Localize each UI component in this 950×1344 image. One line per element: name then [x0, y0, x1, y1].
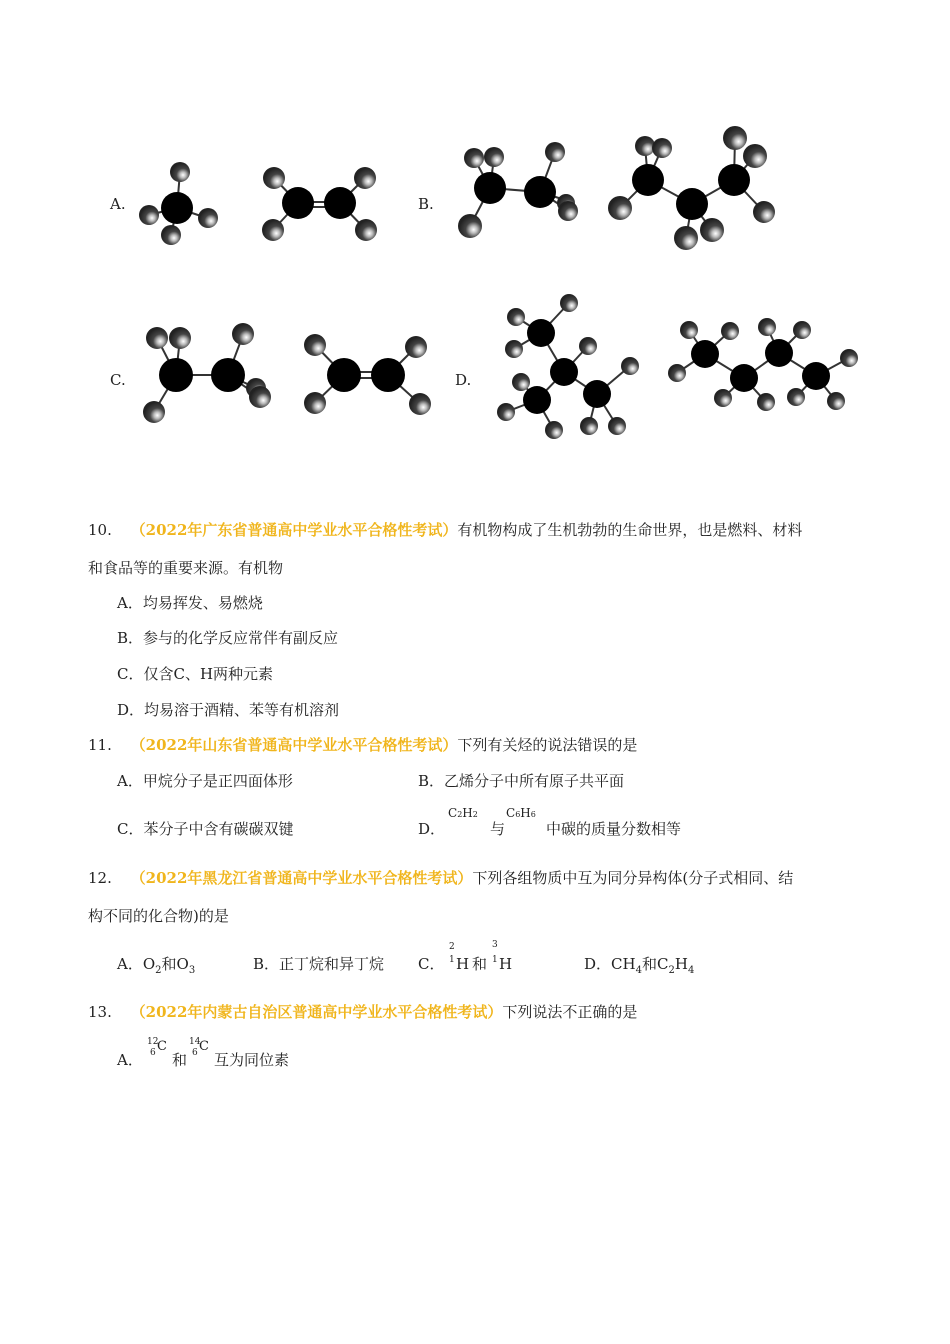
q10-number: 10.	[88, 521, 112, 539]
q12-option-b: B．正丁烷和异丁烷	[253, 955, 385, 973]
q12-c-el2: H	[499, 955, 513, 973]
q10-option-c: C．仅含C、H两种元素	[117, 665, 274, 683]
fig-option-b-label: B.	[418, 195, 434, 213]
q10-stem: 有机物构成了生机勃勃的生命世界，也是燃料、材料	[457, 521, 803, 539]
q13-el1: C	[157, 1039, 167, 1054]
q10-option-b: B．参与的化学反应常伴有副反应	[117, 629, 339, 647]
q13-and: 和	[172, 1051, 188, 1069]
q12-option-c: C．	[418, 955, 445, 973]
q11-number: 11.	[88, 736, 112, 754]
q10-option-a: A．均易挥发、易燃烧	[117, 594, 263, 612]
fig-option-c-label: C.	[110, 371, 126, 389]
q13-z1: 6	[150, 1048, 156, 1058]
q12-stem-line2: 构不同的化合物)的是	[88, 907, 229, 925]
q12-stem: 下列各组物质中互为同分异构体(分子式相同、结	[472, 869, 794, 887]
q12-c-el1: H	[456, 955, 470, 973]
q12-c-z1: 1	[449, 955, 455, 965]
q13-tail: 互为同位素	[214, 1051, 290, 1069]
q10-option-d: D．均易溶于酒精、苯等有机溶剂	[117, 701, 340, 719]
q12-c-mass1: 2	[449, 942, 455, 952]
q13-number: 13.	[88, 1003, 112, 1021]
formula-c2h2: C2H2	[448, 806, 478, 820]
q11-stem	[88, 735, 637, 755]
q12-c-z2: 1	[492, 955, 498, 965]
fig-option-a-label: A.	[110, 195, 126, 213]
q11-option-d-label: D．	[418, 820, 446, 838]
q13-stem	[88, 1002, 637, 1022]
q12-number: 12.	[88, 869, 112, 887]
q11-option-d-tail: 中碳的质量分数相等	[546, 820, 682, 838]
q13-mass1: 12	[147, 1037, 159, 1047]
q11-option-d-mid: 与	[490, 820, 506, 838]
q12-option-a: A．$O_2$和$O_3$	[117, 955, 196, 976]
molecule-figure	[0, 0, 950, 460]
q13-stem-text: 下列说法不正确的是	[502, 1003, 638, 1021]
q12-stem-line1	[88, 868, 793, 888]
q12-option-d: D．$CH_4$和$C_2H_4$	[584, 955, 695, 976]
q12-c-mass2: 3	[492, 940, 498, 950]
q11-option-b: B．乙烯分子中所有原子共平面	[418, 772, 625, 790]
q13-source: （2022年内蒙古自治区普通高中学业水平合格性考试）	[130, 1003, 503, 1021]
q13-z2: 6	[192, 1048, 198, 1058]
q10-source: （2022年广东省普通高中学业水平合格性考试）	[130, 521, 458, 539]
q10-stem-line1	[88, 520, 802, 540]
q13-option-a-label: A．	[117, 1051, 143, 1069]
q11-option-d	[418, 819, 445, 839]
q12-c-and: 和	[472, 955, 488, 973]
q11-option-c: C．苯分子中含有碳碳双键	[117, 820, 294, 838]
fig-option-d-label: D.	[455, 371, 472, 389]
q12-source: （2022年黑龙江省普通高中学业水平合格性考试）	[130, 869, 473, 887]
q13-el2: C	[199, 1039, 209, 1054]
q13-mass2: 14	[189, 1037, 201, 1047]
q11-stem-text: 下列有关烃的说法错误的是	[457, 736, 638, 754]
formula-c6h6: C6H6	[506, 806, 536, 820]
q11-option-a: A．甲烷分子是正四面体形	[117, 772, 293, 790]
q11-source: （2022年山东省普通高中学业水平合格性考试）	[130, 736, 458, 754]
q10-stem-line2: 和食品等的重要来源。有机物	[88, 559, 284, 577]
